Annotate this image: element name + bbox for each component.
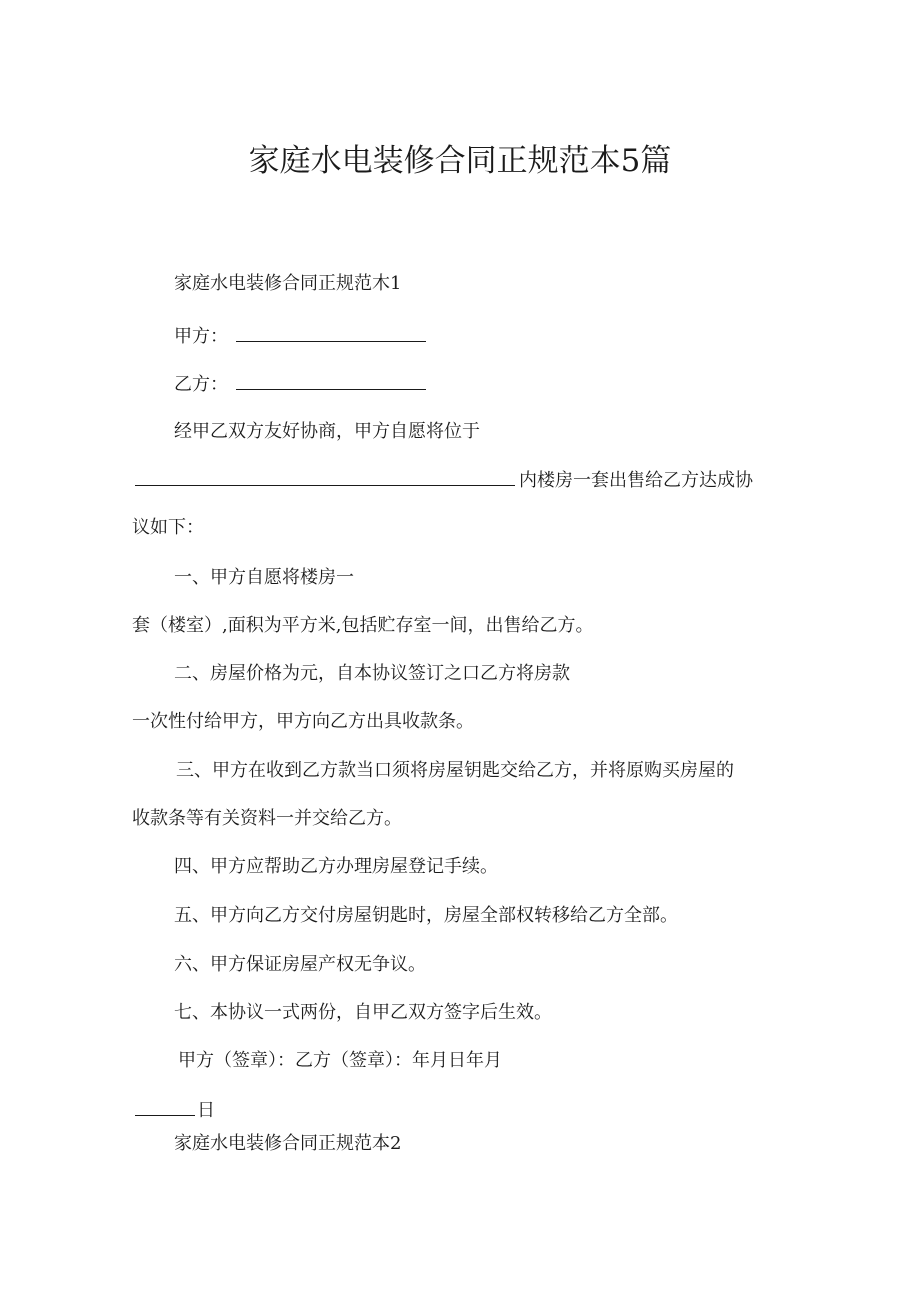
- party-a-blank[interactable]: [236, 323, 426, 342]
- clause-7: 七、本协议一式两份，自甲乙双方签字后生效。: [174, 1002, 552, 1023]
- date-suffix: 日: [197, 1100, 215, 1121]
- party-a-label: 甲方：: [174, 326, 228, 347]
- date-line: [135, 1097, 215, 1124]
- intro-line-2: [135, 467, 753, 494]
- clause-2-line-1: 二、房屋价格为元，自本协议签订之口乙方将房款: [174, 663, 570, 684]
- signature-line: 甲方（签章）：乙方（签章）：年月日年月: [178, 1050, 502, 1071]
- page-title: 家庭水电装修合同正规范本5篇: [248, 143, 672, 179]
- clause-2-line-2: 一次性付给甲方，甲方向乙方出具收款条。: [132, 711, 474, 732]
- clause-1-line-1: 一、甲方自愿将楼房一: [174, 567, 354, 588]
- intro-line-3: 议如下：: [132, 517, 204, 538]
- clause-3-line-2: 收款条等有关资料一并交给乙方。: [132, 808, 402, 829]
- location-blank[interactable]: [135, 467, 515, 486]
- party-b-row: [174, 371, 426, 398]
- date-blank[interactable]: [135, 1097, 195, 1116]
- clause-4: 四、甲方应帮助乙方办理房屋登记手续。: [174, 856, 498, 877]
- party-b-blank[interactable]: [236, 371, 426, 390]
- intro-line-2-text: 内楼房一套出售给乙方达成协: [519, 470, 753, 491]
- clause-5: 五、甲方向乙方交付房屋钥匙时，房屋全部权转移给乙方全部。: [174, 905, 678, 926]
- clause-6: 六、甲方保证房屋产权无争议。: [174, 954, 426, 975]
- party-b-label: 乙方：: [174, 374, 228, 395]
- party-a-row: [174, 323, 426, 350]
- intro-line-1: 经甲乙双方友好协商，甲方自愿将位于: [174, 421, 480, 442]
- section2-heading: 家庭水电装修合同正规范本2: [174, 1133, 402, 1154]
- clause-3-line-1: 三、甲方在收到乙方款当口须将房屋钥匙交给乙方，并将原购买房屋的: [176, 760, 734, 781]
- clause-1-line-2: 套（楼室）,面积为平方米,包括贮存室一间，出售给乙方。: [132, 615, 594, 636]
- section1-heading: 家庭水电装修合同正规范木1: [174, 273, 402, 294]
